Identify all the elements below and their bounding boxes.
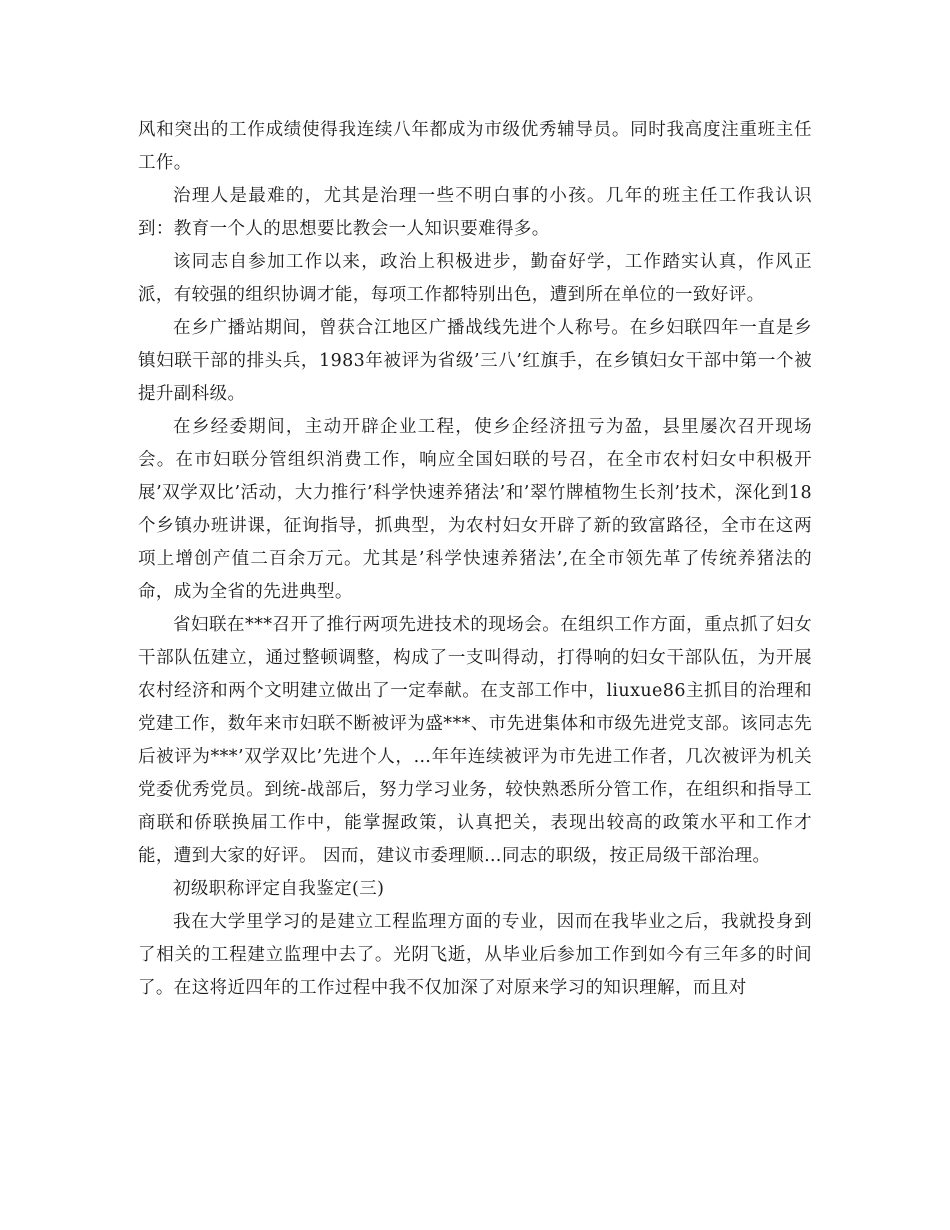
- paragraph: 治理人是最难的，尤其是治理一些不明白事的小孩。几年的班主任工作我认识到：教育一个人的思想要比教会一人知识要难得多。: [138, 186, 812, 239]
- document-body: [138, 114, 812, 1005]
- paragraph: 在乡广播站期间，曾获合江地区广播战线先进个人称号。在乡妇联四年一直是乡镇妇联干部的排头兵，1983年被评为省级’三八’红旗手，在乡镇妇女干部中第一个被提升副科级。: [138, 318, 812, 404]
- section-heading: 初级职称评定自我鉴定(三): [173, 879, 385, 899]
- paragraph: 在乡经委期间，主动开辟企业工程，使乡企经济扭亏为盈，县里屡次召开现场会。在市妇联分管组织消费工作，响应全国妇联的号召，在全市农村妇女中积极开展’双学双比’活动，大力推行’科学快速养猪法’和’翠竹牌植物生长剂’技术，深化到18个乡镇办班讲课，征询指导，抓典型，为农村妇女开辟了新的致富路径，全市在这两项上增创产值二百余万元。尤其是’科学快速养猪法’,在全市领先革了传统养猪法的命，成为全省的先进典型。: [138, 417, 812, 602]
- paragraph: 该同志自参加工作以来，政治上积极进步，勤奋好学，工作踏实认真，作风正派，有较强的组织协调才能，每项工作都特别出色，遭到所在单位的一致好评。: [138, 252, 812, 305]
- paragraph: 省妇联在***召开了推行两项先进技术的现场会。在组织工作方面，重点抓了妇女干部队伍建立，通过整顿调整，构成了一支叫得动，打得响的妇女干部队伍，为开展农村经济和两个文明建立做出了一定奉献。在支部工作中，liuxue86主抓目的治理和党建工作，数年来市妇联不断被评为盛***、市先进集体和市级先进党支部。该同志先后被评为***’双学双比’先进个人，…年年连续被评为市先进工作者，几次被评为机关党委优秀党员。到统-战部后，努力学习业务，较快熟悉所分管工作，在组织和指导工商联和侨联换届工作中，能掌握政策，认真把关，表现出较高的政策水平和工作才能，遭到大家的好评。 因而，建议市委理顺…同志的职级，按正局级干部治理。: [138, 615, 812, 866]
- paragraph: 我在大学里学习的是建立工程监理方面的专业，因而在我毕业之后，我就投身到了相关的工程建立监理中去了。光阴飞逝，从毕业后参加工作到如今有三年多的时间了。在这将近四年的工作过程中我不仅加深了对原来学习的知识理解，而且对: [138, 912, 812, 998]
- paragraph-continuation: 风和突出的工作成绩使得我连续八年都成为市级优秀辅导员。同时我高度注重班主任工作。: [138, 120, 812, 173]
